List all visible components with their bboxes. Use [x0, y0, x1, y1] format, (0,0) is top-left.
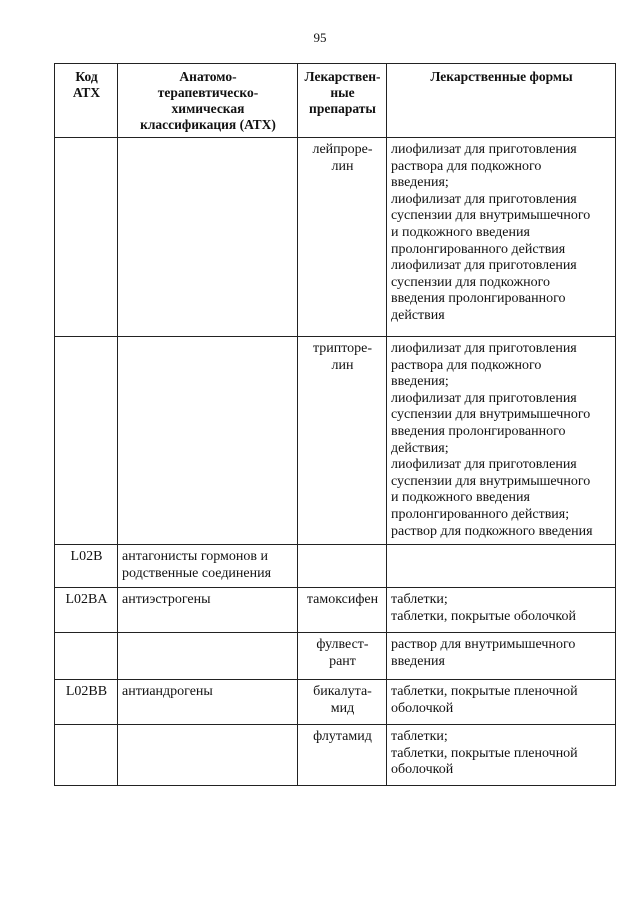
drug-cell: бикалута- мид	[298, 680, 387, 725]
forms-cell	[387, 545, 616, 588]
drug-cell: флутамид	[298, 725, 387, 786]
drug-cell: тамоксифен	[298, 588, 387, 633]
header-drugs: Лекарствен- ные препараты	[298, 64, 387, 138]
classification-cell	[118, 337, 298, 545]
classification-cell	[118, 138, 298, 337]
table-row	[55, 545, 616, 588]
atx-code-cell: L02BB	[55, 680, 118, 725]
forms-cell: таблетки, покрытые пленочной оболочкой	[387, 680, 616, 725]
atx-code-cell	[55, 337, 118, 545]
table-row	[55, 337, 616, 545]
table-row	[55, 633, 616, 680]
drug-cell	[298, 545, 387, 588]
table-row	[55, 138, 616, 337]
atx-code-cell	[55, 725, 118, 786]
drug-cell: лейпроре- лин	[298, 138, 387, 337]
atx-code-cell	[55, 138, 118, 337]
forms-cell: таблетки; таблетки, покрытые пленочной оболочкой	[387, 725, 616, 786]
table-row	[55, 588, 616, 633]
classification-cell	[118, 633, 298, 680]
atx-code-cell	[55, 633, 118, 680]
classification-cell: антагонисты гормонов и родственные соединения	[118, 545, 298, 588]
forms-cell: лиофилизат для приготовления раствора для подкожного введения; лиофилизат для приготовления суспензии для внутримышечного и подкожного введения пролонгированного действия лиофилизат для приготовления суспензии для подкожного введения пролонгированного действия	[387, 138, 616, 337]
atx-table	[54, 63, 616, 786]
forms-cell: таблетки; таблетки, покрытые оболочкой	[387, 588, 616, 633]
classification-cell	[118, 725, 298, 786]
page-number: 95	[313, 30, 327, 45]
forms-cell: лиофилизат для приготовления раствора для подкожного введения; лиофилизат для приготовления суспензии для внутримышечного введения пролонгированного действия; лиофилизат для приготовления суспензии для внутримышечного и подкожного введения пролонгированного действия; раствор для подкожного введения	[387, 337, 616, 545]
forms-cell: раствор для внутримышечного введения	[387, 633, 616, 680]
classification-cell: антиандрогены	[118, 680, 298, 725]
drug-cell: трипторе- лин	[298, 337, 387, 545]
atx-code-cell: L02B	[55, 545, 118, 588]
atx-code-cell: L02BA	[55, 588, 118, 633]
classification-cell: антиэстрогены	[118, 588, 298, 633]
header-classification: Анатомо- терапевтическо- химическая классификация (АТХ)	[118, 64, 298, 138]
table-header-row	[55, 64, 616, 138]
table-row	[55, 680, 616, 725]
table-row	[55, 725, 616, 786]
drug-cell: фулвест- рант	[298, 633, 387, 680]
header-code: Код АТХ	[55, 64, 118, 138]
header-forms: Лекарственные формы	[387, 64, 616, 138]
